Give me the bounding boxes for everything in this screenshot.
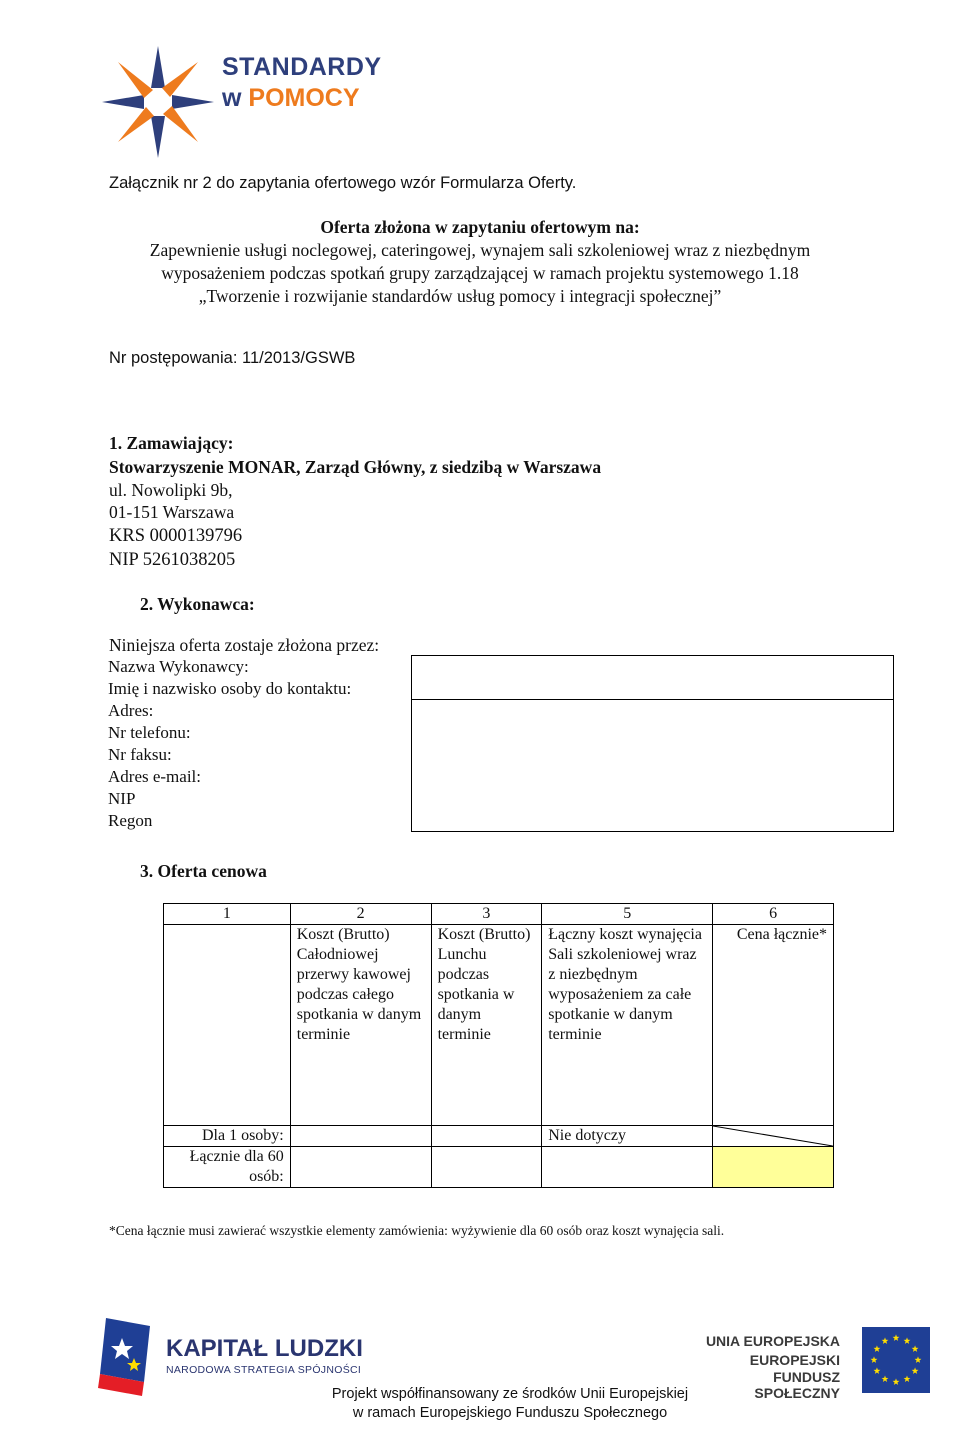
price-table: [163, 903, 834, 1188]
field-value-name[interactable]: [412, 656, 894, 700]
ue-line-1: UNIA EUROPEJSKA: [705, 1333, 840, 1349]
ue-line-3: FUNDUSZ SPOŁECZNY: [754, 1369, 840, 1401]
ordering-street: ul. Nowolipki 9b,: [109, 480, 233, 500]
logo-text-standardy: STANDARDY: [222, 53, 382, 81]
attachment-line: Załącznik nr 2 do zapytania ofertowego wzór Formularza Oferty.: [109, 174, 577, 192]
column-number: 2: [290, 904, 431, 925]
ordering-heading: 1. Zamawiający:: [109, 433, 234, 453]
column-header: [164, 925, 291, 1126]
offer-line-1: Zapewnienie usługi noclegowej, cateringowej, wynajem sali szkoleniowej wraz z niezbędnym: [149, 240, 811, 260]
kapital-ludzki-title: KAPITAŁ LUDZKI: [166, 1335, 363, 1362]
contractor-table: [106, 655, 894, 832]
ordering-krs: KRS 0000139796: [109, 526, 243, 546]
contractor-intro: Niniejsza oferta zostaje złożona przez:: [109, 635, 380, 655]
column-number: 5: [542, 904, 713, 925]
price-footnote: *Cena łącznie musi zawierać wszystkie elementy zamówienia: wyżywienie dla 60 osób oraz koszt wynajęcia sali.: [109, 1223, 725, 1238]
column-number: 3: [431, 904, 542, 925]
price-row: [164, 1126, 834, 1147]
column-number: 6: [713, 904, 834, 925]
ordering-name: Stowarzyszenie MONAR, Zarząd Główny, z siedzibą w Warszawa: [109, 457, 602, 477]
field-label: Imię i nazwisko osoby do kontaktu:: [108, 678, 352, 698]
price-cell[interactable]: [290, 1126, 431, 1147]
pricing-heading: 3. Oferta cenowa: [140, 861, 267, 881]
ordering-nip: NIP 5261038205: [109, 550, 236, 570]
diagonal-strike-icon: [713, 1126, 833, 1146]
column-header-coffee-break: Koszt (Brutto) Całodniowej przerwy kawowej podczas całego spotkania w danym terminie: [290, 925, 431, 1126]
contractor-row: [106, 700, 894, 722]
contractor-row: [106, 656, 894, 678]
field-label: Adres e-mail:: [108, 766, 201, 786]
crossed-out-cell: [713, 1126, 834, 1147]
offer-title: Oferta złożona w zapytaniu ofertowym na:: [320, 217, 640, 237]
row-label: Łącznie dla 60 osób:: [164, 1147, 291, 1188]
ordering-city: 01-151 Warszawa: [109, 502, 235, 522]
offer-line-3: „Tworzenie i rozwijanie standardów usług pomocy i integracji społecznej”: [198, 286, 722, 306]
contractor-heading: 2. Wykonawca:: [140, 594, 255, 614]
kapital-ludzki-subtitle: NARODOWA STRATEGIA SPÓJNOŚCI: [166, 1364, 362, 1376]
column-header-total: Cena łącznie*: [713, 925, 834, 1126]
standardy-star-logo-icon: [98, 42, 218, 162]
field-label: Nr faksu:: [108, 744, 172, 764]
proceeding-number: Nr postępowania: 11/2013/GSWB: [109, 349, 356, 367]
price-cell[interactable]: [431, 1126, 542, 1147]
kapital-ludzki-logo-icon: [98, 1318, 153, 1398]
total-price-cell[interactable]: [713, 1147, 834, 1188]
not-applicable-cell: Nie dotyczy: [542, 1126, 713, 1147]
column-number: 1: [164, 904, 291, 925]
price-cell[interactable]: [542, 1147, 713, 1188]
price-row: [164, 1147, 834, 1188]
price-cell[interactable]: [431, 1147, 542, 1188]
price-cell[interactable]: [290, 1147, 431, 1188]
field-label: Regon: [108, 810, 153, 830]
eu-flag-icon: [862, 1327, 930, 1393]
field-label: NIP: [108, 788, 136, 808]
row-label: Dla 1 osoby:: [164, 1126, 291, 1147]
field-label: Nazwa Wykonawcy:: [108, 656, 249, 676]
column-number-row: [164, 904, 834, 925]
logo-text-w-pomocy: w POMOCY: [222, 84, 360, 112]
field-label: Adres:: [108, 700, 154, 720]
offer-line-2: wyposażeniem podczas spotkań grupy zarządzającej w ramach projektu systemowego 1.18: [161, 263, 799, 283]
project-cofinancing-line-2: w ramach Europejskiego Funduszu Społecznego: [352, 1405, 668, 1421]
ue-line-2: EUROPEJSKI: [749, 1352, 840, 1368]
column-header-row: [164, 925, 834, 1126]
column-header-lunch: Koszt (Brutto) Lunchu podczas spotkania w danym terminie: [431, 925, 542, 1126]
field-label: Nr telefonu:: [108, 722, 191, 742]
column-header-room-rental: Łączny koszt wynajęcia Sali szkoleniowej wraz z niezbędnym wyposażeniem za całe spotkanie w danym terminie: [542, 925, 713, 1126]
field-value-details[interactable]: [412, 700, 894, 832]
project-cofinancing-line-1: Projekt współfinansowany ze środków Unii Europejskiej: [331, 1386, 689, 1402]
